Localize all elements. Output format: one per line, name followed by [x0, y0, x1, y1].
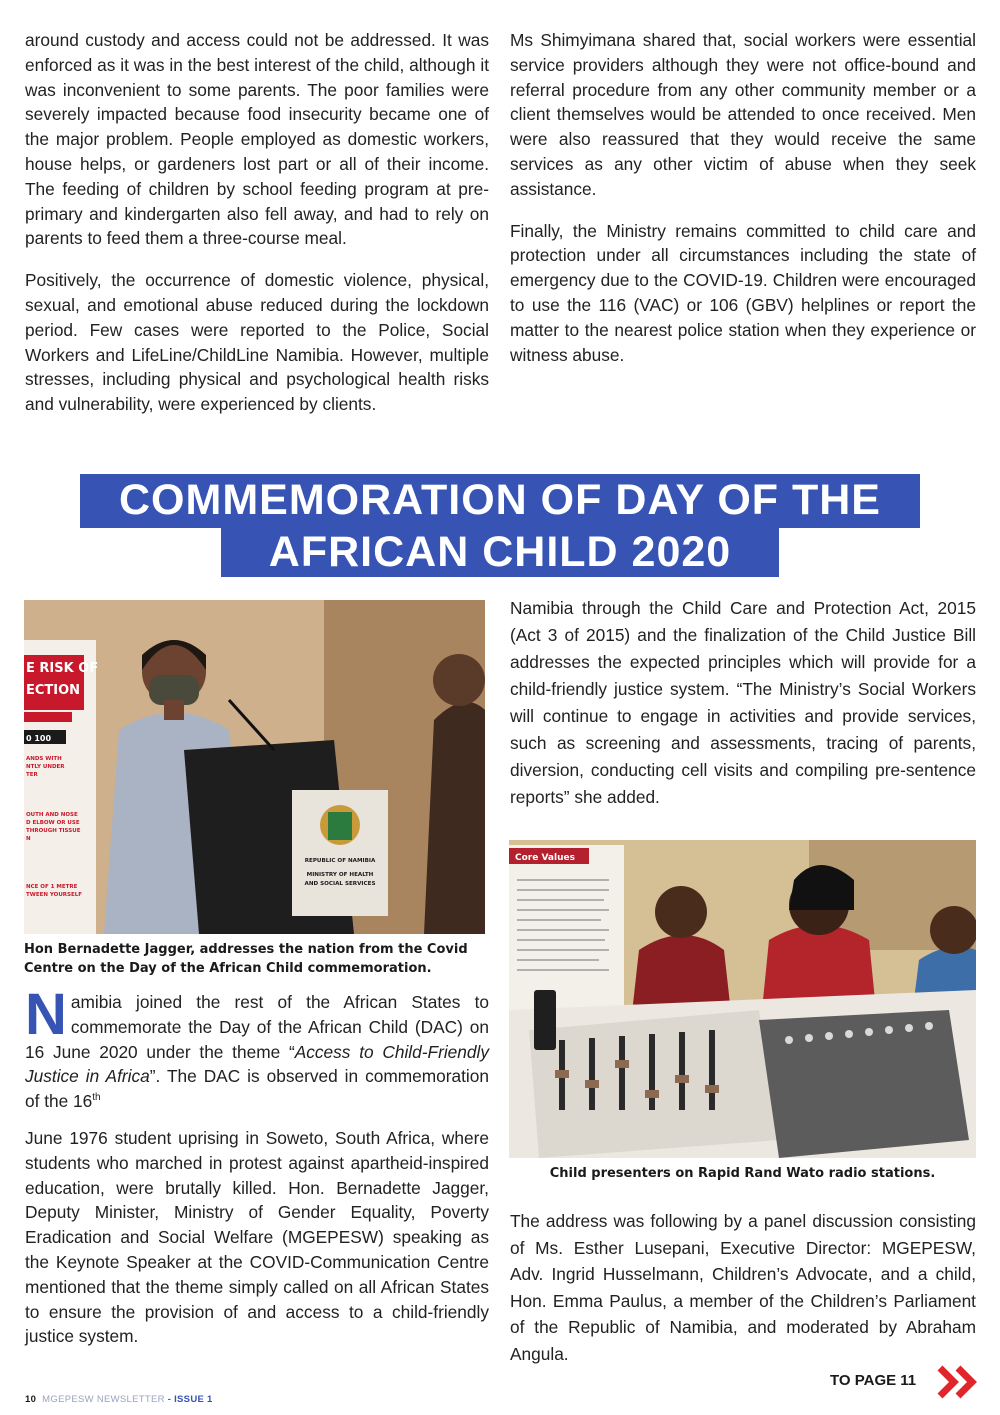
- radio-studio-photo: [509, 840, 976, 1158]
- banner-text: N: [26, 836, 31, 842]
- article-column-mid-right: [510, 595, 976, 811]
- paragraph: around custody and access could not be addressed. It was enforced as it was in the best interest of the child, although it was inconvenient to some parents. The poor families were severely impacted because food insecurity became one of the major problem. People employed as domestic workers, house helps, or gardeners lost part or all of their income. The feeding of children by school feeding program at pre-primary and kindergarten also fell away, and had to rely on parents to feed them a three-course meal.: [25, 30, 489, 249]
- banner-text: ECTION: [26, 683, 81, 698]
- podium-sign-text: AND SOCIAL SERVICES: [304, 881, 376, 887]
- banner-text: TER: [26, 772, 38, 778]
- article-column-top-right: [510, 28, 976, 367]
- newsletter-name: MGEPESW NEWSLETTER: [42, 1394, 165, 1405]
- drop-cap: N: [25, 982, 67, 1047]
- paragraph: Positively, the occurrence of domestic violence, physical, sexual, and emotional abuse reduced during the lockdown period. Few cases were reported to the Police, Social Workers and LifeLine/ChildLine Namibia. However, multiple stresses, including physical and psychological health risks and vulnerability, were experienced by clients.: [25, 270, 489, 415]
- paragraph: June 1976 student uprising in Soweto, South Africa, where students who marched in protest against apartheid-inspired education, were brutally killed. Hon. Bernadette Jagger, Deputy Minister, Ministry of Gender Equality, Poverty Eradication and Social Welfare (MGEPESW) speaking as the Keynote Speaker at the COVID-Communication Centre mentioned that the theme simply called on all African States to ensure the provision of and access to a child-friendly justice system.: [25, 1127, 489, 1347]
- continue-to-page-link[interactable]: TO PAGE 11: [830, 1372, 917, 1389]
- paragraph-text: ”. The DAC is observed in commemoration of the 16: [25, 1066, 489, 1112]
- photo-caption: Hon Bernadette Jagger, addresses the nation from the Covid Centre on the Day of the African Child commemoration.: [24, 942, 468, 976]
- banner-text: NTLY UNDER: [26, 764, 65, 770]
- article-column-bottom-right: [510, 1208, 976, 1367]
- paragraph-text: amibia joined the rest of the African States to commemorate the Day of the African Child (DAC) on 16 June 2020 under the theme “: [25, 992, 489, 1062]
- speaker-photo: [24, 600, 485, 934]
- banner-text: ANDS WITH: [26, 756, 62, 762]
- banner-text: 0 100: [26, 734, 52, 743]
- radio-studio-photo-illustration: [509, 840, 976, 1158]
- banner-text: THROUGH TISSUE: [26, 828, 81, 834]
- article-column-top-left: [25, 28, 489, 417]
- banner-text: OUTH AND NOSE: [26, 812, 78, 818]
- article-column-mid-left: [25, 982, 489, 1349]
- banner-text: E RISK OF: [26, 661, 99, 676]
- paragraph: Ms Shimyimana shared that, social workers were essential service providers although they were not office-bound and referral procedure from any other community member or a client themselves would be attended to once received. Men were also reassured that they would receive the same services as any other victim of abuse when they seek assistance.: [510, 30, 976, 199]
- banner-text: TWEEN YOURSELF: [26, 892, 82, 898]
- paragraph: The address was following by a panel discussion consisting of Ms. Esther Lusepani, Executive Director: MGEPESW, Adv. Ingrid Husselmann, Children’s Advocate, and a child, Hon. Emma Paulus, a member of the Children’s Parliament of the Republic of Namibia, and moderated by Abraham Angula.: [510, 1211, 976, 1364]
- banner-text: D ELBOW OR USE: [26, 820, 80, 826]
- issue-label: - ISSUE 1: [167, 1394, 213, 1405]
- superscript: th: [92, 1092, 101, 1104]
- headline-line-1: COMMEMORATION OF DAY OF THE: [80, 474, 920, 528]
- page-footer: [25, 1394, 213, 1405]
- paragraph: Namibia through the Child Care and Protection Act, 2015 (Act 3 of 2015) and the finalization of the Child Justice Bill addresses the expected principles which will provide for a child-friendly justice system. “The Ministry’s Social Workers will continue to engage in activities and provide services, such as screening and assessments, tracing of parents, diversion, conducting cell visits and compiling pre-sentence reports” she added.: [510, 598, 976, 807]
- paragraph: Finally, the Ministry remains committed to child care and protection under all circumstances including the state of emergency due to the COVID-19. Children were encouraged to use the 116 (VAC) or 106 (GBV) helplines or report the matter to the nearest police station when they experience or witness abuse.: [510, 220, 976, 365]
- photo-caption: Child presenters on Rapid Rand Wato radio stations.: [549, 1166, 936, 1181]
- intro-paragraph: [25, 982, 489, 1114]
- poster-title: Core Values: [515, 853, 575, 863]
- podium-sign-text: MINISTRY OF HEALTH: [306, 872, 374, 878]
- double-chevron-right-icon[interactable]: [934, 1362, 980, 1402]
- banner-text: ase call: [26, 716, 50, 722]
- theme-italic: Access to Child-Friendly Justice in Africa: [25, 1041, 489, 1087]
- headline-line-2: AFRICAN CHILD 2020: [221, 527, 779, 577]
- speaker-photo-illustration: [24, 600, 485, 934]
- podium-sign-text: REPUBLIC OF NAMIBIA: [304, 858, 376, 864]
- page-number: 10: [25, 1394, 37, 1405]
- banner-text: NCE OF 1 METRE: [26, 884, 78, 890]
